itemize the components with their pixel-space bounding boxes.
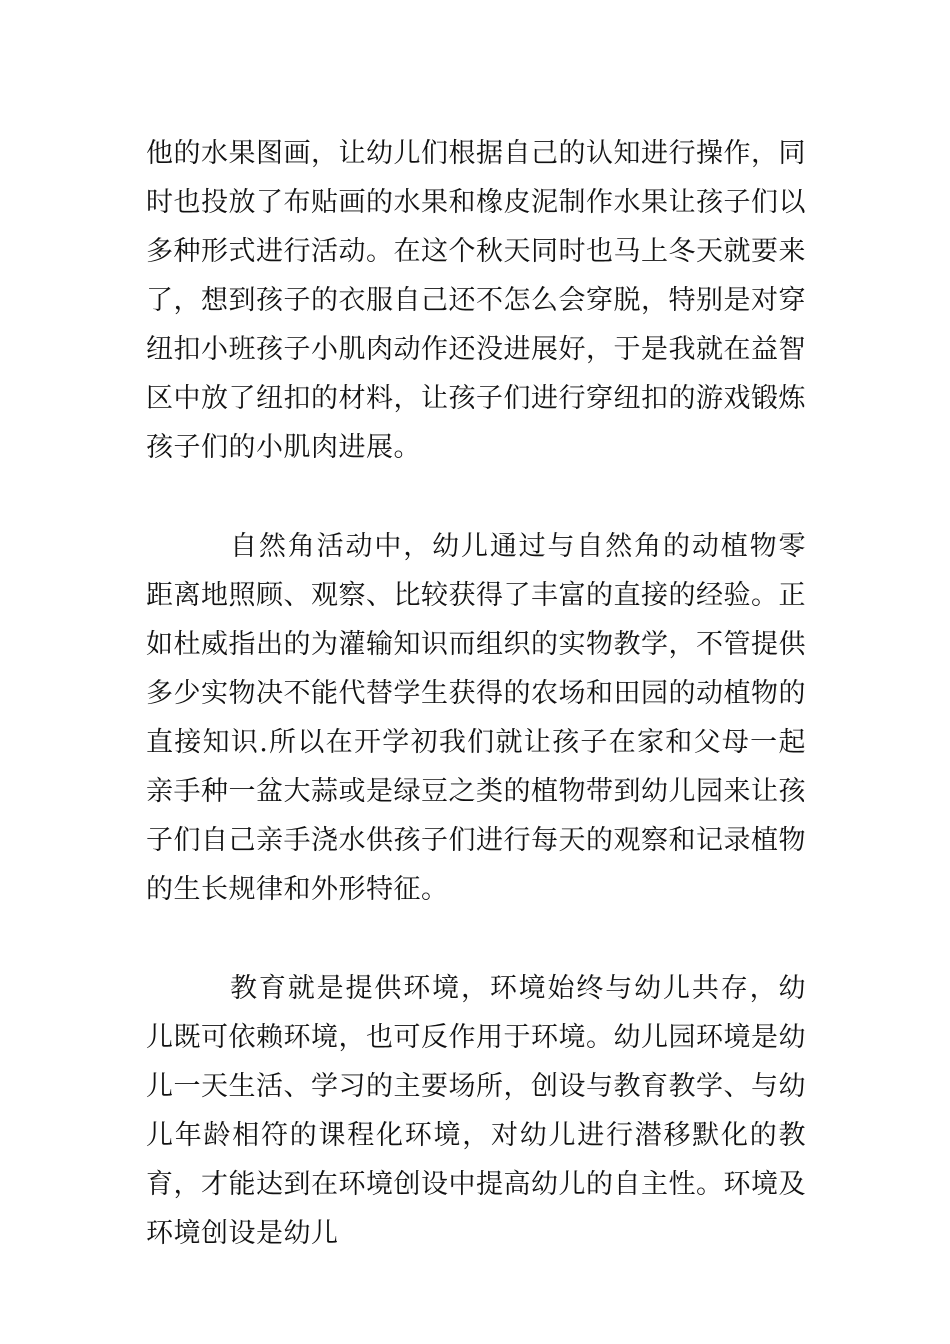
paragraph-3: 教育就是提供环境，环境始终与幼儿共存，幼儿既可依赖环境，也可反作用于环境。幼儿园环境是幼儿一天生活、学习的主要场所，创设与教育教学、与幼儿年龄相符的课程化环境，对幼儿进行潜移默化的教育，才能达到在环境创设中提高幼儿的自主性。环境及环境创设是幼儿 xyxy=(146,973,806,1249)
document-body xyxy=(146,129,806,1258)
paragraph-2: 自然角活动中，幼儿通过与自然角的动植物零距离地照顾、观察、比较获得了丰富的直接的经验。正如杜威指出的为灌输知识而组织的实物教学，不管提供多少实物决不能代替学生获得的农场和田园的动植物的直接知识.所以在开学初我们就让孩子在家和父母一起亲手种一盆大蒜或是绿豆之类的植物带到幼儿园来让孩子们自己亲手浇水供孩子们进行每天的观察和记录植物的生长规律和外形特征。 xyxy=(146,531,806,905)
paragraph-1: 他的水果图画，让幼儿们根据自己的认知进行操作，同时也投放了布贴画的水果和橡皮泥制作水果让孩子们以多种形式进行活动。在这个秋天同时也马上冬天就要来了，想到孩子的衣服自己还不怎么会穿脱，特别是对穿纽扣小班孩子小肌肉动作还没进展好，于是我就在益智区中放了纽扣的材料，让孩子们进行穿纽扣的游戏锻炼孩子们的小肌肉进展。 xyxy=(146,138,806,463)
